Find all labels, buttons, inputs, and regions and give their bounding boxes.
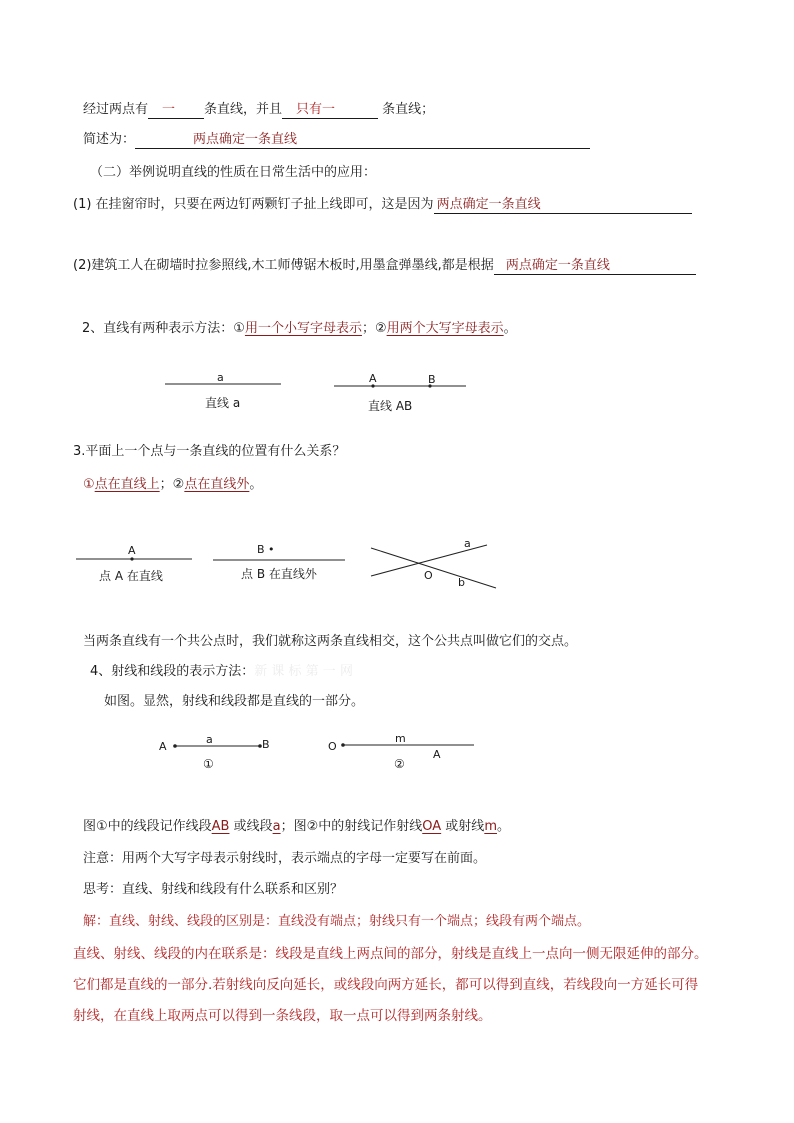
solution-paragraph-line: 射线，在直线上取两点可以得到一条线段，取一点可以得到两条射线。 [73, 1008, 492, 1024]
answer-text: 只有一 [296, 102, 336, 117]
answer-text: AB [211, 819, 230, 834]
ray-origin-dot [341, 743, 345, 747]
ray-name-m-label: m [395, 732, 406, 745]
answer-text: 一 [162, 102, 176, 117]
sentence-text: ；② [361, 321, 387, 336]
answer-text: 用两个大写字母表示 [386, 321, 504, 336]
line-a-label: a [464, 537, 471, 550]
explanation-sentence: 如图。显然，射线和线段都是直线的一部分。 [104, 694, 365, 709]
segment-name-a-label: a [206, 733, 213, 746]
watermark-text: 新 课 标 第 一 网 [254, 664, 353, 679]
answer-text: a [272, 819, 281, 834]
point-on-line-caption: 点 A 在直线 [99, 569, 163, 583]
sentence-text: 。 [249, 477, 263, 492]
answer-text: 两点确定一条直线 [505, 258, 610, 273]
line-ab-caption: 直线 AB [368, 399, 413, 413]
segment-end-a-label: A [159, 740, 167, 753]
solution-paragraph-line: 它们都是直线的一部分.若射线向反向延长，或线段向两方延长，都可以得到直线，若线段向一方延长可得 [73, 977, 699, 993]
answer-text: 点在直线上 [94, 477, 160, 492]
section-heading: （二）举例说明直线的性质在日常生活中的应用： [90, 165, 377, 180]
ray-origin-o-label: O [328, 740, 337, 753]
answer-text: m [484, 819, 497, 834]
line-b-label: b [458, 576, 465, 589]
line-a-caption: 直线 a [205, 396, 241, 410]
sentence-text: 条直线； [382, 102, 435, 117]
endpoint-a-dot [173, 744, 177, 748]
section-heading [90, 663, 353, 681]
sentence-text: 图①中的线段记作线段 [83, 819, 212, 834]
point-a-label: A [369, 372, 377, 385]
question-heading: 3.平面上一个点与一条直线的位置有什么关系？ [73, 444, 346, 459]
sentence-text: ；② [159, 477, 185, 492]
sentence-text: ；图②中的射线记作射线 [280, 819, 423, 834]
sentence-text: 。 [503, 321, 517, 336]
notation-sentence [83, 818, 510, 836]
note-sentence: 注意：用两个大写字母表示射线时，表示端点的字母一定要写在前面。 [83, 851, 487, 866]
answer-text: 点在直线外 [184, 477, 250, 492]
sentence-text: 2、直线有两种表示方法：① [82, 321, 245, 336]
sentence-text: (1) 在挂窗帘时，只要在两边钉两颗钉子扯上线即可，这是因为 [73, 197, 434, 212]
answer-text: 两点确定一条直线 [193, 132, 298, 147]
answer-text: ① [83, 477, 95, 492]
figure-number-2: ② [394, 757, 405, 771]
sentence-text: 简述为： [83, 132, 136, 147]
point-a-dot [130, 557, 133, 560]
answer-text: 两点确定一条直线 [436, 197, 541, 212]
point-outside-line-caption: 点 B 在直线外 [241, 567, 317, 581]
figure-number-1: ① [203, 757, 214, 771]
segment-end-b-label: B [262, 738, 270, 751]
solution-sentence: 解：直线、射线、线段的区别是：直线没有端点；射线只有一个端点；线段有两个端点。 [83, 914, 591, 929]
sentence-text: 或射线 [445, 819, 485, 834]
ray-point-a-label: A [433, 748, 441, 761]
line-a-label: a [217, 371, 224, 384]
answer-text: 用一个小写字母表示 [244, 321, 362, 336]
point-a-label: A [128, 544, 136, 557]
answer-text: OA [422, 819, 442, 834]
sentence-text: (2)建筑工人在砌墙时拉参照线,木工师傅锯木板时,用墨盒弹墨线,都是根据 [73, 258, 494, 273]
sentence-text: 条直线，并且 [204, 102, 283, 117]
think-question: 思考：直线、射线和线段有什么联系和区别？ [83, 882, 344, 897]
solution-paragraph-line: 直线、射线、线段的内在联系是：线段是直线上两点间的部分，射线是直线上一点向一侧无限延伸的部分。 [73, 946, 708, 962]
answer-sentence [83, 476, 262, 494]
sentence-text: 经过两点有 [83, 102, 149, 117]
sentence-text: 。 [496, 819, 510, 834]
sentence-text: 4、射线和线段的表示方法： [90, 664, 255, 679]
intersecting-line-b [371, 548, 496, 588]
point-b-label: B • [257, 543, 275, 556]
point-b-label: B [428, 373, 436, 386]
intersection-o-label: O [424, 569, 433, 582]
sentence-text: 或线段 [233, 819, 273, 834]
intersection-definition: 当两条直线有一个共公点时，我们就称这两条直线相交，这个公共点叫做它们的交点。 [83, 634, 578, 649]
